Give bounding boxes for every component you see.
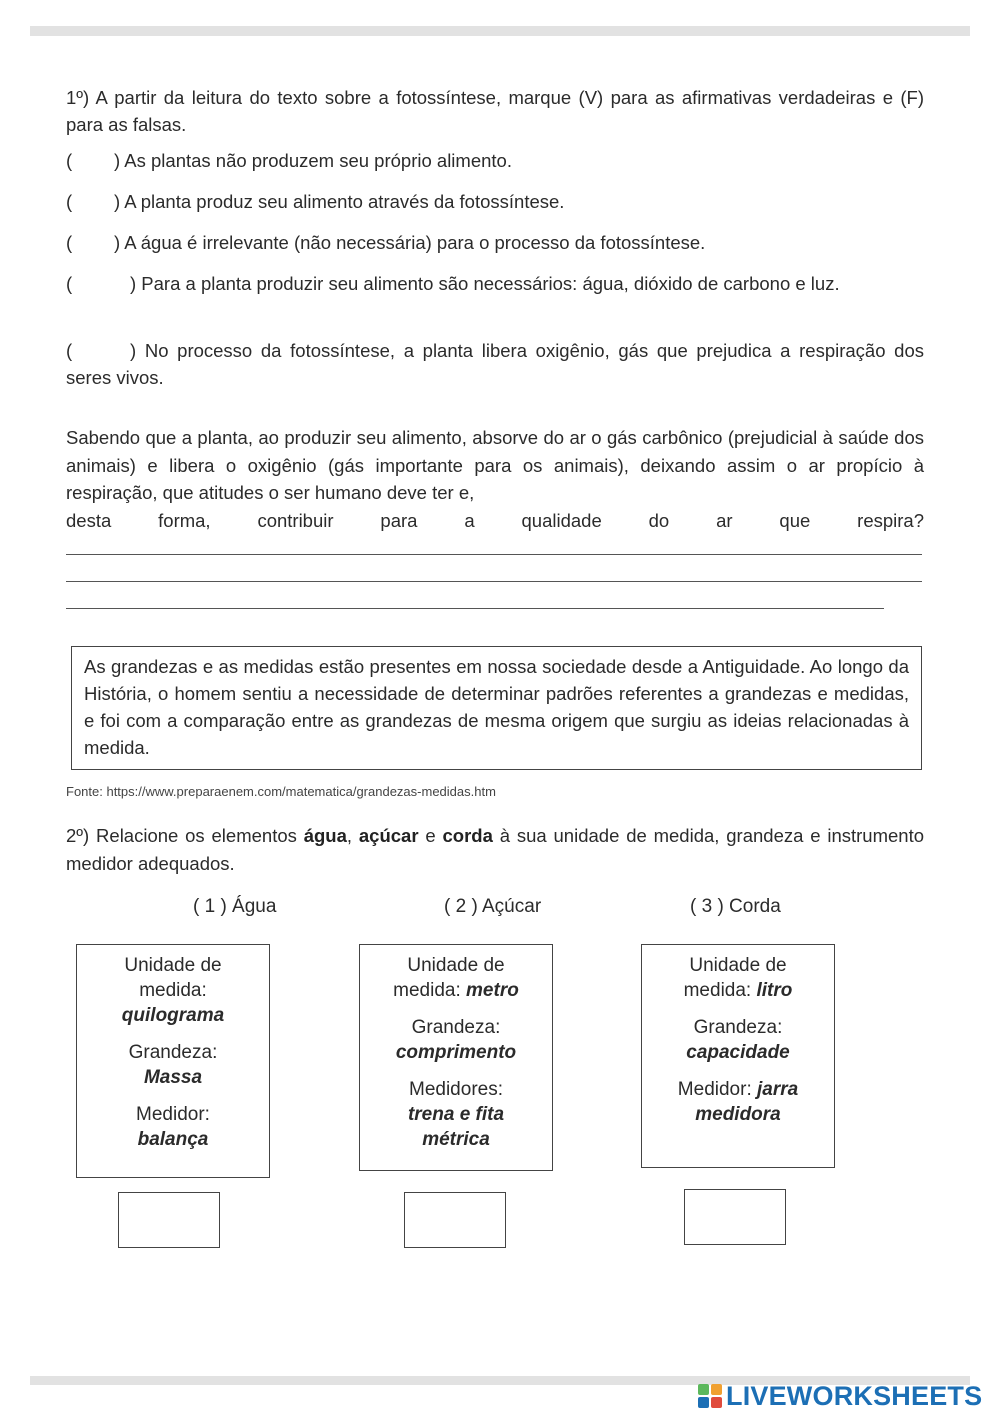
- statement-2: ( ) A planta produz seu alimento através da fotossíntese.: [66, 188, 924, 215]
- answer-box-3[interactable]: [684, 1189, 786, 1245]
- answer-box-2[interactable]: [404, 1192, 506, 1248]
- answer-paren[interactable]: (: [66, 191, 73, 212]
- answer-paren[interactable]: (: [66, 340, 73, 361]
- option-agua: ( 1 ) Água: [193, 896, 277, 917]
- answer-paren[interactable]: (: [66, 273, 73, 294]
- answer-line-3[interactable]: [66, 608, 884, 609]
- statement-4: ( ) Para a planta produzir seu alimento são necessários: água, dióxido de carbono e luz.: [66, 270, 924, 297]
- info-text-box: As grandezas e as medidas estão presentes em nossa sociedade desde a Antiguidade. Ao longo da História, o homem sentiu a necessidade de determinar padrões referentes a grandezas e medidas, e foi com a comparação entre as grandezas de mesma origem que surgiu as ideias relacionadas à medida.: [71, 646, 922, 770]
- question-1-title: 1º) A partir da leitura do texto sobre a fotossíntese, marque (V) para as afirmativas verdadeiras e (F) para as falsas.: [66, 87, 924, 135]
- question-2-title: 2º) Relacione os elementos água, açúcar e corda à sua unidade de medida, grandeza e instrumento medidor adequados.: [66, 825, 925, 874]
- open-question-last-line: desta forma, contribuir para a qualidade do ar que respira?: [66, 509, 924, 531]
- liveworksheets-brand: [698, 1381, 982, 1411]
- measure-card-2: Unidade de medida: metro Grandeza: comprimento Medidores: trena e fita métrica: [359, 944, 553, 1171]
- liveworksheets-logo-icon: [698, 1384, 722, 1408]
- open-question: Sabendo que a planta, ao produzir seu alimento, absorve do ar o gás carbônico (prejudicial à saúde dos animais) e libera o oxigênio (gás importante para os animais), deixando assim o ar propício à respiração, que atitudes o ser humano deve ter e, desta forma, contribuir para a qualidade do ar que respira?: [66, 424, 924, 534]
- answer-line-2[interactable]: [66, 581, 922, 582]
- answer-paren[interactable]: (: [66, 150, 73, 171]
- source-citation: Fonte: https://www.preparaenem.com/matematica/grandezas-medidas.htm: [66, 784, 496, 799]
- statement-3: ( ) A água é irrelevante (não necessária) para o processo da fotossíntese.: [66, 229, 924, 256]
- brand-name: LIVEWORKSHEETS: [726, 1380, 983, 1411]
- measure-card-3: Unidade de medida: litro Grandeza: capacidade Medidor: jarra medidora: [641, 944, 835, 1168]
- answer-line-1[interactable]: [66, 554, 922, 555]
- answer-box-1[interactable]: [118, 1192, 220, 1248]
- option-acucar: ( 2 ) Açúcar: [444, 896, 542, 917]
- top-divider: [30, 26, 970, 36]
- measure-card-1: Unidade de medida: quilograma Grandeza: Massa Medidor: balança: [76, 944, 270, 1178]
- statement-5: ( ) No processo da fotossíntese, a planta libera oxigênio, gás que prejudica a respiração dos seres vivos.: [66, 337, 924, 391]
- statement-1: ( ) As plantas não produzem seu próprio alimento.: [66, 147, 924, 174]
- answer-paren[interactable]: (: [66, 232, 73, 253]
- option-corda: ( 3 ) Corda: [690, 896, 781, 917]
